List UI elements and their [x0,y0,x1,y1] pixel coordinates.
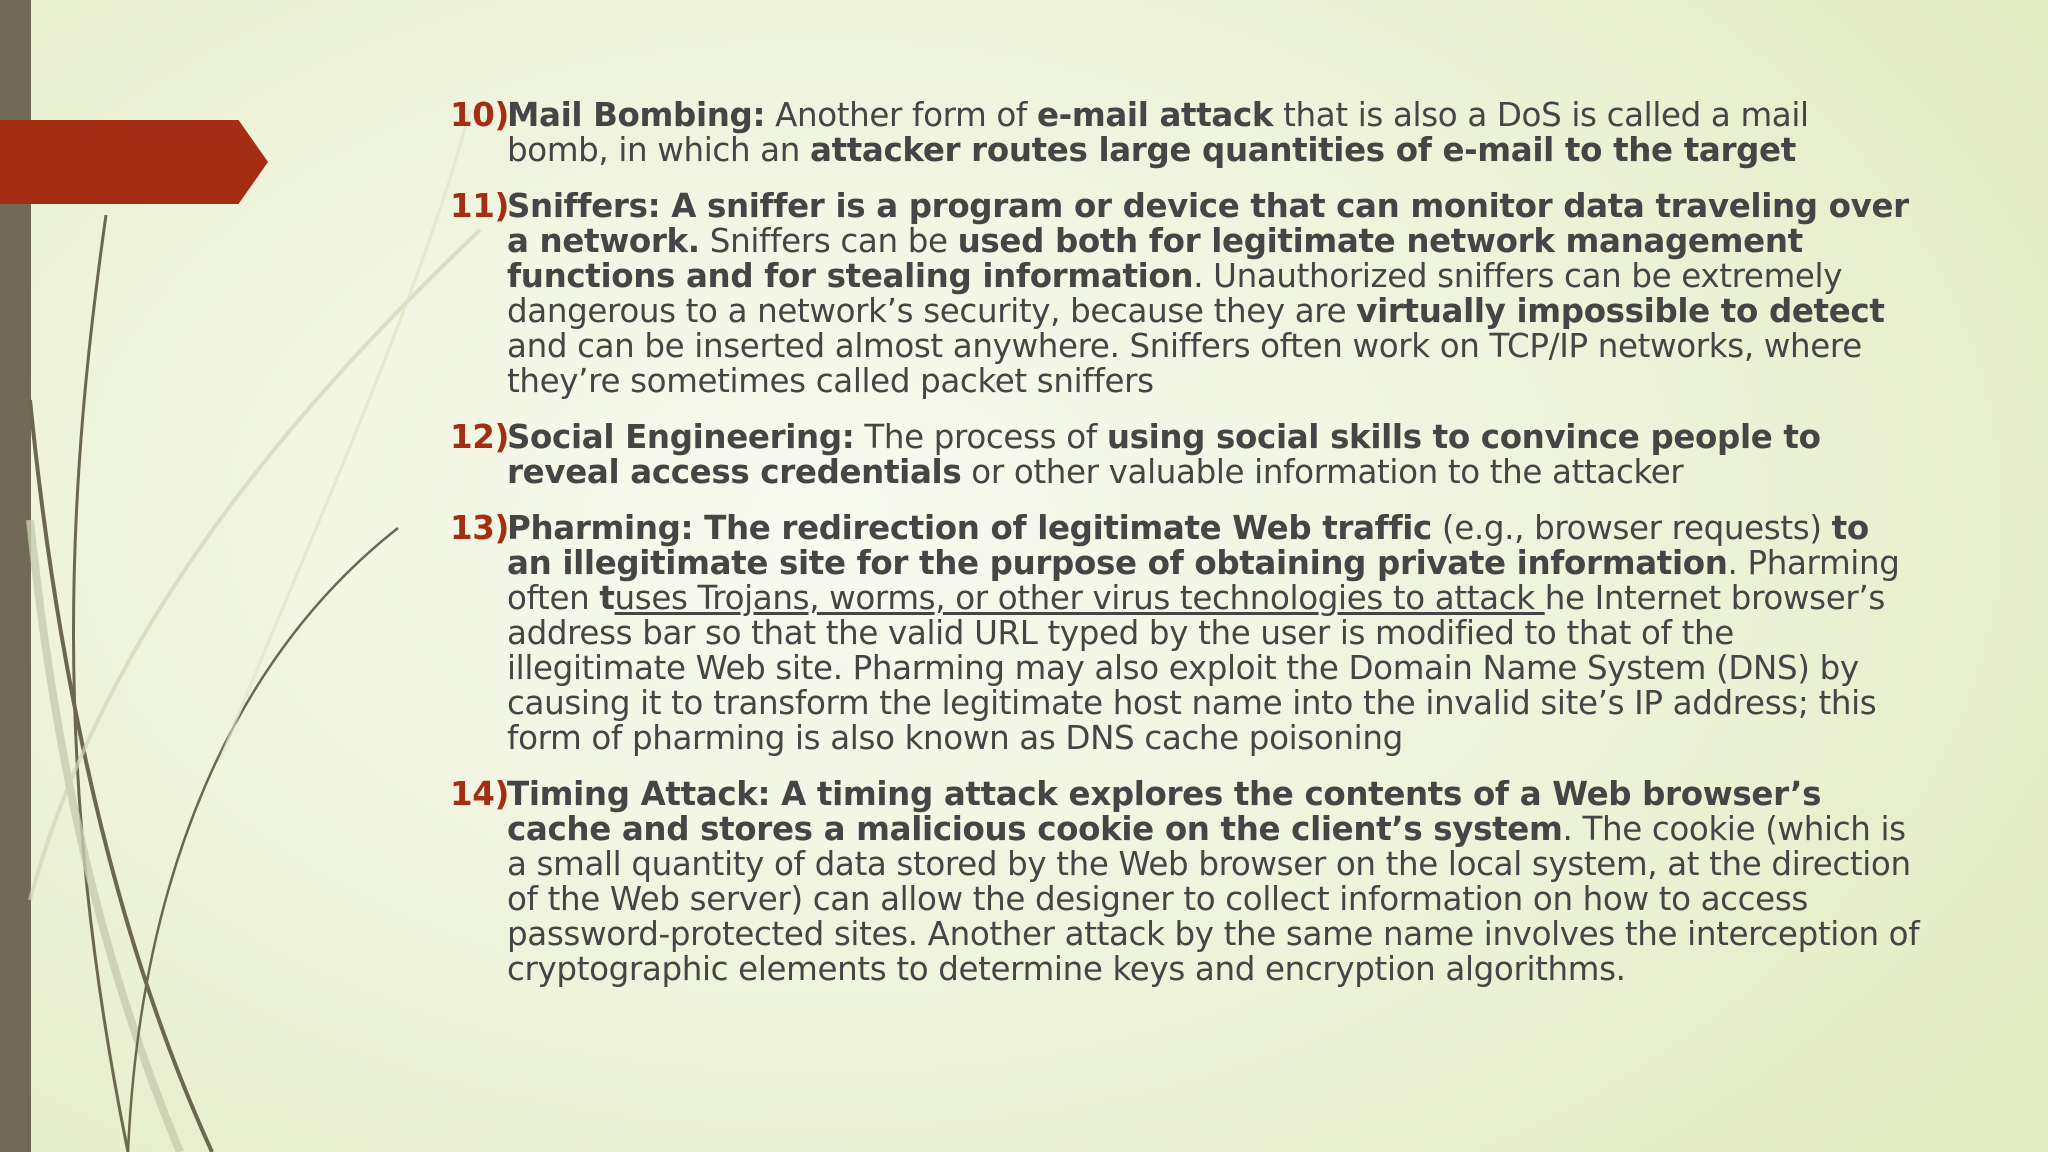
term-social-engineering: Social Engineering: [507,418,855,456]
item-text: . The cookie (which is a small quantity of data stored by the Web browser on the local system, at the direction of the Web server) can allow the designer to collect information on how to access password-protected sites. Another attack by the same name involves the interception of cryptographic elements to determine keys and encryption algorithms. [507,810,1920,988]
item-text: or other valuable information to the attacker [961,453,1684,491]
item-text: that is also a DoS is called a mail bomb, in which an [507,96,1809,169]
item-number: 12) [450,418,510,456]
emphasis-text: e-mail attack [1036,96,1274,134]
slide-content [450,98,1920,1008]
list-item-social-engineering [450,420,1920,490]
emphasis-text: used both for legitimate network management functions and for stealing information [507,222,1803,295]
term-sniffers: Sniffers: A sniffer is a program or device that can monitor data traveling over a network. [507,187,1909,260]
item-text: Sniffers can be [699,222,958,260]
term-pharming: Pharming: The redirection of legitimate Web traffic [507,509,1432,547]
item-text: he Internet browser’s address bar so that the valid URL typed by the user is modified to that of the illegitimate Web site. Pharming may also exploit the Domain Name System (DNS) by causing it to transform the legitimate host name into the invalid site’s IP address; this form of pharming is also known as DNS cache poisoning [507,579,1885,757]
item-text: The process of [854,418,1107,456]
emphasis-text: virtually impossible to detect [1356,292,1885,330]
list-item-pharming [450,511,1920,756]
list-item-timing-attack [450,777,1920,987]
item-text: . Pharming often [507,544,1900,617]
item-number: 13) [450,509,510,547]
emphasis-text: t [599,579,615,617]
emphasis-text: to an illegitimate site for the purpose of obtaining private information [507,509,1869,582]
emphasis-text: using social skills to convince people to reveal access credentials [507,418,1821,491]
term-timing-attack: Timing Attack: A timing attack explores the contents of a Web browser’s cache and stores a malicious cookie on the client’s system [507,775,1822,848]
term-mail-bombing: Mail Bombing: [507,96,766,134]
item-number: 14) [450,775,510,813]
item-text: . Unauthorized sniffers can be extremely dangerous to a network’s security, because they are [507,257,1843,330]
list-item-sniffers [450,189,1920,399]
list-item-mail-bombing [450,98,1920,168]
underlined-text: uses Trojans, worms, or other virus technologies to attack [614,579,1545,617]
item-text: (e.g., browser requests) [1431,509,1832,547]
item-text: and can be inserted almost anywhere. Sniffers often work on TCP/IP networks, where they’re sometimes called packet sniffers [507,327,1862,400]
decorative-curves [0,0,520,1152]
item-text: Another form of [765,96,1037,134]
item-number: 11) [450,187,510,225]
item-number: 10) [450,96,510,134]
emphasis-text: attacker routes large quantities of e-mail to the target [809,131,1796,169]
